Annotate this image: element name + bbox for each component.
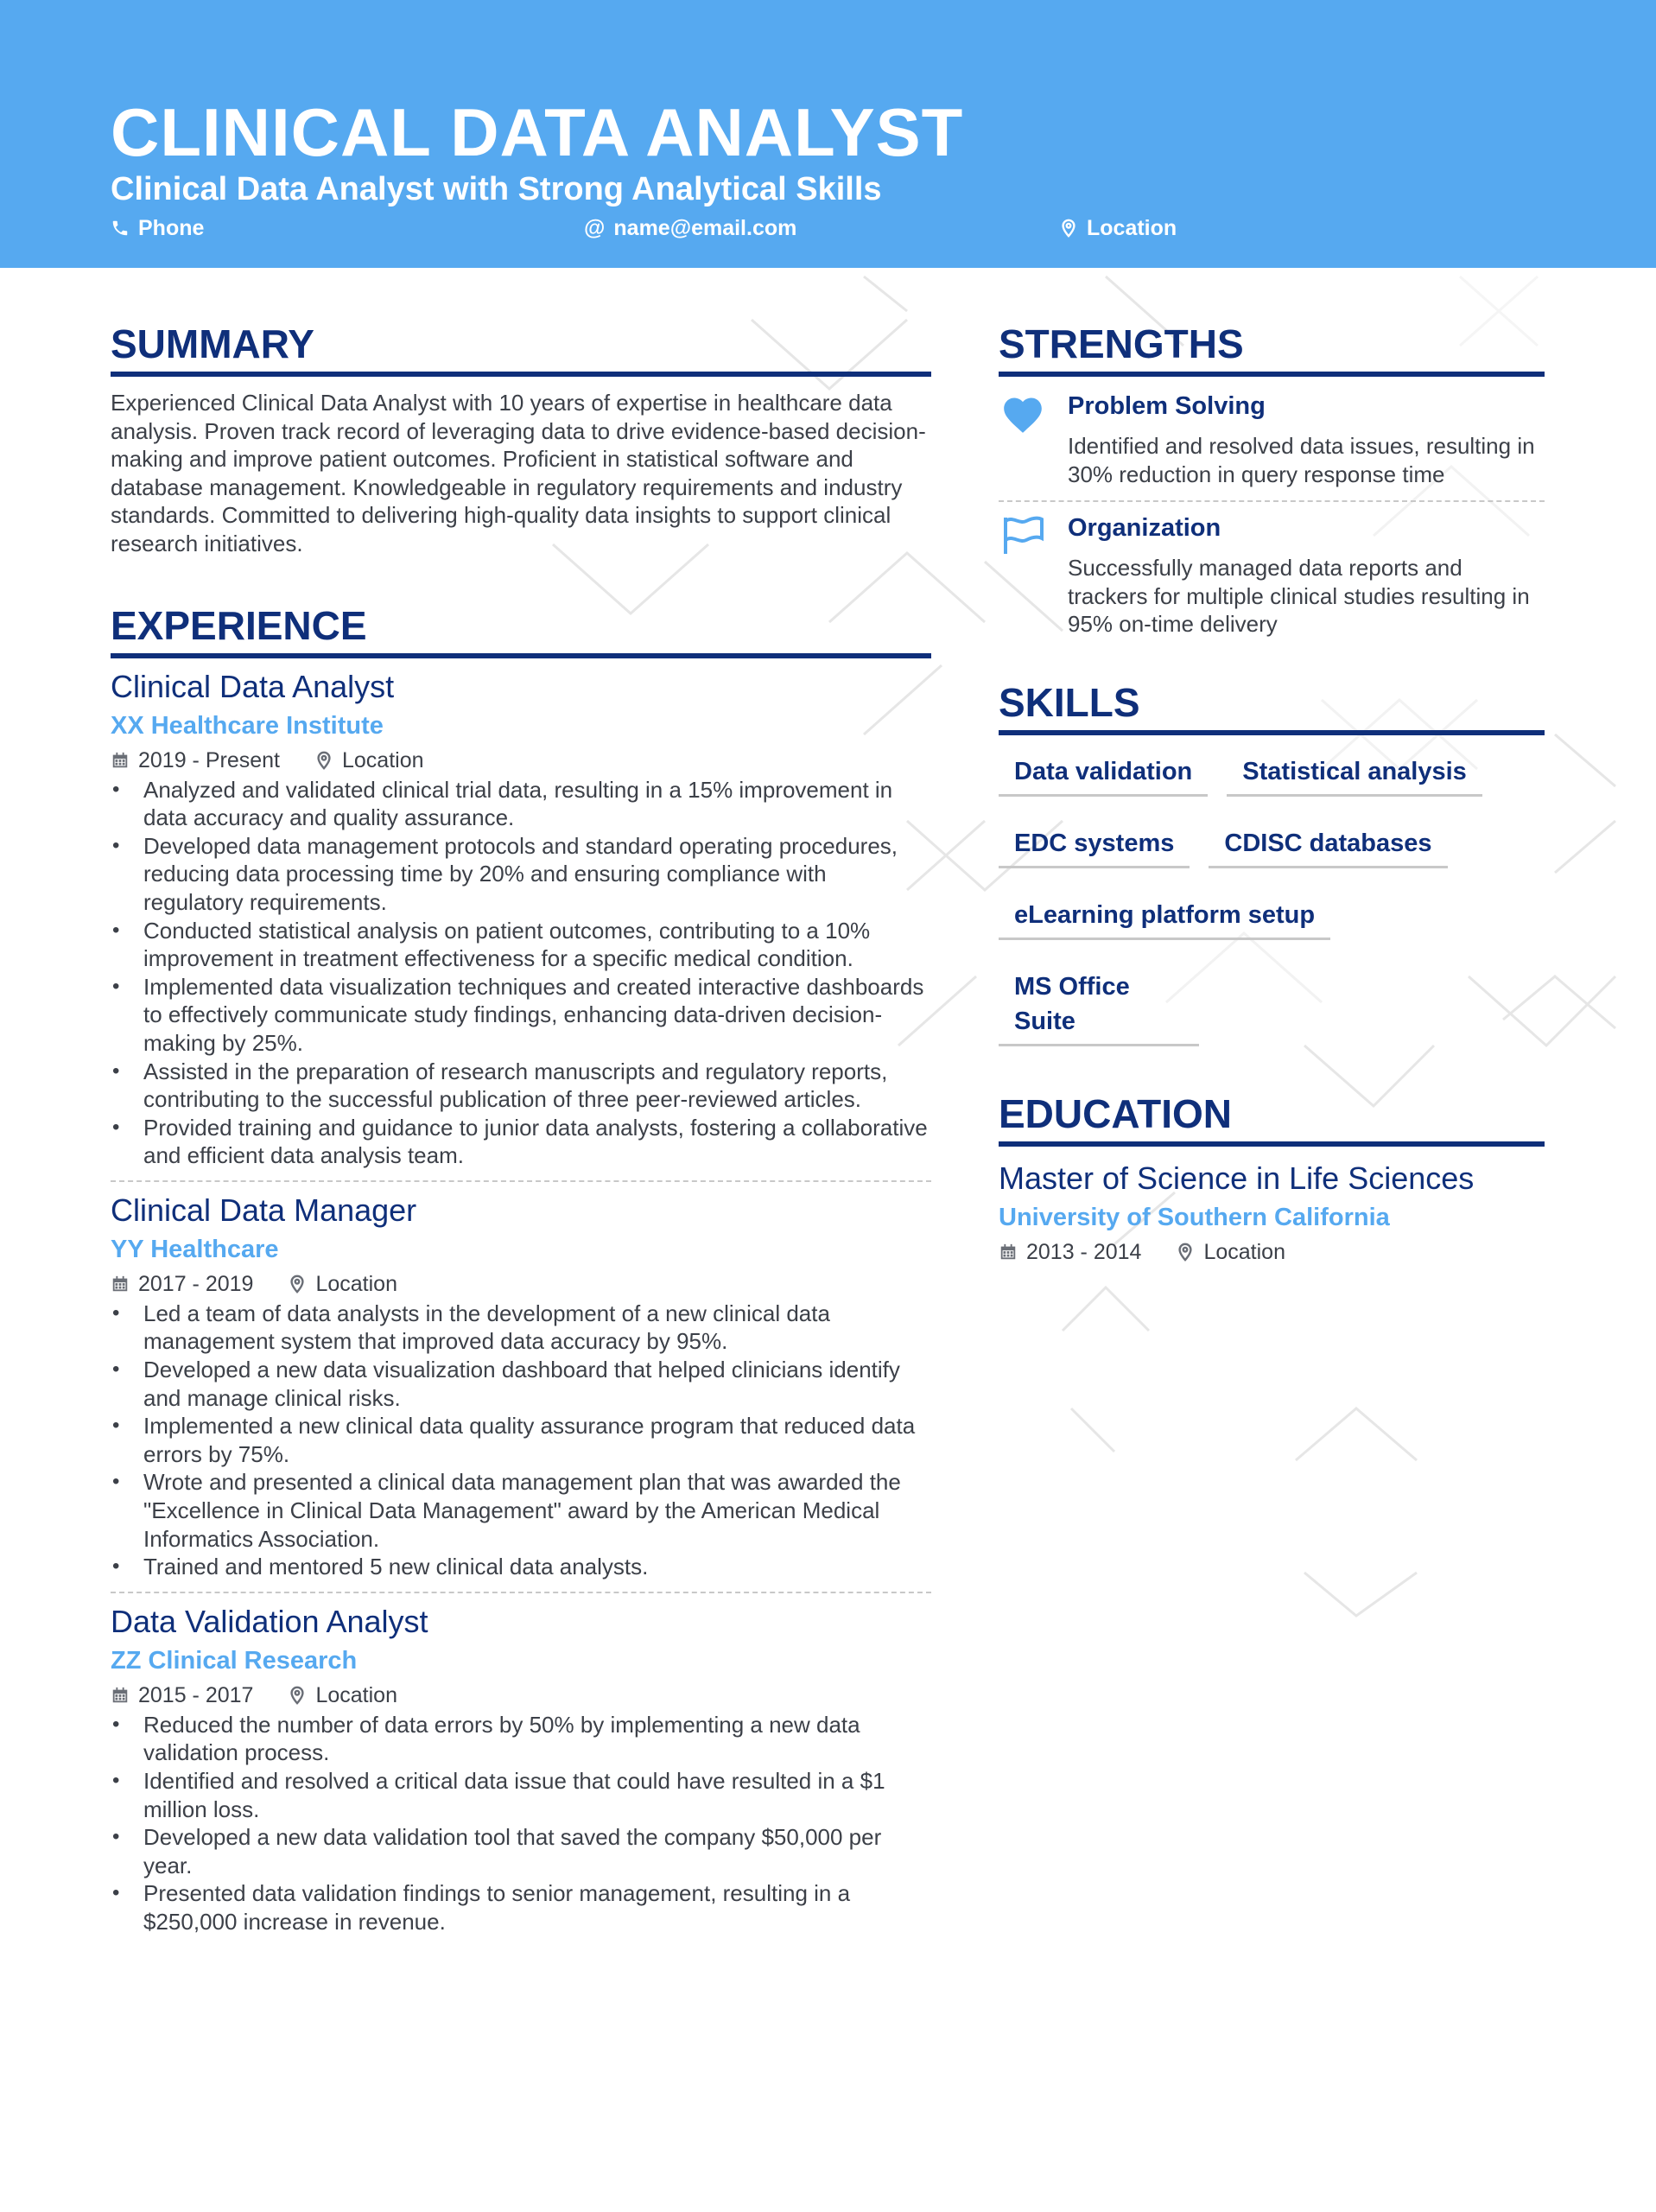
- calendar-icon: [111, 751, 130, 770]
- bullet-item: • Reduced the number of data errors by 50% by implementing a new data validation process.: [111, 1711, 931, 1767]
- strength-divider: [999, 500, 1545, 502]
- bullet-item: • Wrote and presented a clinical data management plan that was awarded the "Excellence in Clinical Data Management" award by the American Medical Informatics Association.: [111, 1468, 931, 1553]
- job-dates: 2015 - 2017: [138, 1682, 254, 1707]
- job-dates: 2019 - Present: [138, 747, 280, 772]
- job-bullets: [111, 1300, 931, 1581]
- email-text: name@email.com: [613, 216, 797, 240]
- bullet-item: • Conducted statistical analysis on patient outcomes, contributing to a 10% improvement in treatment effectiveness for a specific medical condition.: [111, 917, 931, 973]
- heart-icon: [999, 392, 1046, 434]
- bullet-item: • Developed a new data visualization dashboard that helped clinicians identify and manage clinical risks.: [111, 1356, 931, 1412]
- job-location: Location: [315, 1682, 397, 1707]
- location-text: Location: [1087, 216, 1177, 240]
- degree-title: Master of Science in Life Sciences: [999, 1160, 1475, 1196]
- company-name: XX Healthcare Institute: [111, 711, 384, 740]
- flag-icon: [999, 514, 1046, 556]
- company-name: ZZ Clinical Research: [111, 1646, 358, 1675]
- strengths-section: [999, 320, 1545, 639]
- bullet-item: • Analyzed and validated clinical trial data, resulting in a 15% improvement in data accuracy and quality assurance.: [111, 776, 931, 832]
- strengths-title: STRENGTHS: [999, 320, 1545, 377]
- job-location: Location: [342, 747, 424, 772]
- skill-tag: eLearning platform setup: [999, 898, 1330, 940]
- job-entry: [111, 1602, 931, 1936]
- left-column: [111, 320, 931, 1936]
- bullet-item: • Identified and resolved a critical data issue that could have resulted in a $1 million loss.: [111, 1767, 931, 1823]
- contact-phone[interactable]: [111, 214, 204, 242]
- contact-email[interactable]: [584, 214, 796, 242]
- bullet-item: • Developed a new data validation tool that saved the company $50,000 per year.: [111, 1823, 931, 1879]
- summary-text: Experienced Clinical Data Analyst with 10 years of expertise in healthcare data analysis. Proven track record of leveraging data to drive evidence-based decision-making and improve patient outcomes. Proficient in statistical software and database management. Knowledgeable in regulatory requirements and industry standards. Committed to delivering high-quality data insights to support clinical research initiatives.: [111, 390, 926, 556]
- skill-tag: Statistical analysis: [1227, 754, 1482, 797]
- phone-icon: [111, 219, 130, 238]
- company-name: YY Healthcare: [111, 1235, 279, 1263]
- bullet-item: • Provided training and guidance to junior data analysts, fostering a collaborative and efficient data analysis team.: [111, 1114, 931, 1170]
- job-title: Clinical Data Analyst: [111, 668, 395, 704]
- location-pin-icon: [314, 751, 333, 770]
- summary-title: SUMMARY: [111, 320, 931, 377]
- education-meta: [999, 1236, 1545, 1268]
- calendar-icon: [111, 1274, 130, 1294]
- location-pin-icon: [288, 1274, 307, 1294]
- skill-tag: Data validation: [999, 754, 1208, 797]
- education-section: [999, 1090, 1545, 1268]
- strength-item: [999, 389, 1545, 488]
- summary-section: [111, 320, 931, 558]
- job-entry: [111, 1191, 931, 1581]
- education-location: Location: [1203, 1239, 1285, 1264]
- candidate-name: CLINICAL DATA ANALYST: [111, 94, 964, 170]
- job-title: Data Validation Analyst: [111, 1603, 428, 1639]
- experience-section: [111, 601, 931, 1936]
- strength-item: [999, 511, 1545, 639]
- job-bullets: [111, 1711, 931, 1936]
- job-bullets: [111, 776, 931, 1170]
- candidate-headline: Clinical Data Analyst with Strong Analytical Skills: [111, 171, 882, 207]
- skill-tag: MS Office Suite: [999, 969, 1199, 1046]
- skills-section: [999, 678, 1545, 1046]
- strength-description: Identified and resolved data issues, resulting in 30% reduction in query response time: [1068, 433, 1535, 487]
- skill-tag: CDISC databases: [1209, 826, 1447, 868]
- job-location: Location: [315, 1271, 397, 1296]
- location-pin-icon: [1176, 1243, 1195, 1262]
- bullet-item: • Led a team of data analysts in the development of a new clinical data management system that improved data accuracy by 95%.: [111, 1300, 931, 1356]
- job-entry: [111, 667, 931, 1170]
- bullet-item: • Implemented a new clinical data quality assurance program that reduced data errors by 75%.: [111, 1412, 931, 1468]
- job-dates: 2017 - 2019: [138, 1271, 254, 1296]
- school-name: University of Southern California: [999, 1203, 1390, 1231]
- bullet-item: • Presented data validation findings to senior management, resulting in a $250,000 increase in revenue.: [111, 1879, 931, 1936]
- bullet-item: • Implemented data visualization techniques and created interactive dashboards to effectively communicate study findings, enhancing data-driven decision-making by 25%.: [111, 973, 931, 1058]
- education-title: EDUCATION: [999, 1090, 1545, 1147]
- phone-text: Phone: [138, 216, 205, 240]
- job-meta: [111, 1268, 931, 1300]
- calendar-icon: [999, 1243, 1018, 1262]
- experience-title: EXPERIENCE: [111, 601, 931, 658]
- job-title: Clinical Data Manager: [111, 1192, 417, 1228]
- strength-title: Organization: [1068, 514, 1221, 543]
- bullet-item: • Trained and mentored 5 new clinical data analysts.: [111, 1553, 931, 1581]
- skills-title: SKILLS: [999, 678, 1545, 735]
- skills-list: [999, 754, 1545, 1046]
- job-divider: [111, 1180, 931, 1182]
- strength-description: Successfully managed data reports and trackers for multiple clinical studies resulting in 95% on-time delivery: [1068, 555, 1530, 638]
- job-meta: [111, 1680, 931, 1711]
- job-divider: [111, 1592, 931, 1593]
- education-dates: 2013 - 2014: [1026, 1239, 1142, 1264]
- bullet-item: • Assisted in the preparation of research manuscripts and regulatory reports, contributing to the successful publication of three peer-reviewed articles.: [111, 1058, 931, 1114]
- right-column: [999, 320, 1545, 1268]
- at-icon: @: [584, 216, 606, 240]
- bullet-item: • Developed data management protocols and standard operating procedures, reducing data processing time by 20% and ensuring compliance with regulatory requirements.: [111, 832, 931, 917]
- job-meta: [111, 745, 931, 776]
- resume-header: [0, 0, 1656, 268]
- calendar-icon: [111, 1686, 130, 1705]
- skill-tag: EDC systems: [999, 826, 1190, 868]
- contact-location: [1059, 214, 1177, 242]
- strength-title: Problem Solving: [1068, 392, 1266, 420]
- location-pin-icon: [288, 1686, 307, 1705]
- location-pin-icon: [1059, 219, 1078, 238]
